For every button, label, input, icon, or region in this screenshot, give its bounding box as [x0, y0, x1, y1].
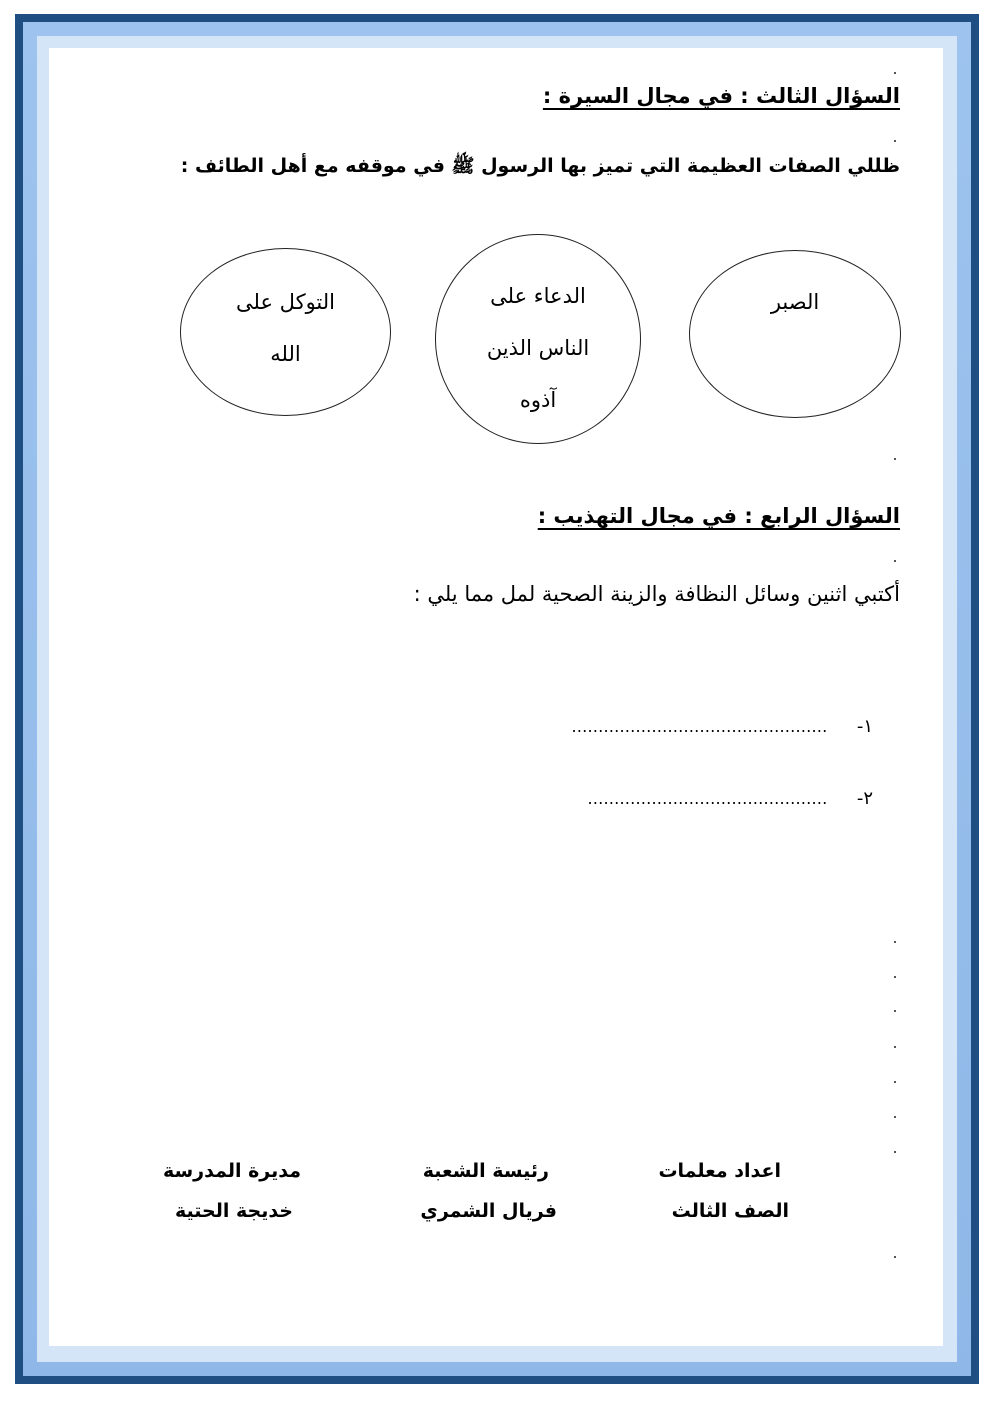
answer-number: ٢- — [856, 788, 873, 809]
q4-heading: السؤال الرابع : في مجال التهذيب : — [537, 504, 900, 528]
scan-mark — [894, 1256, 896, 1258]
scan-mark — [894, 1116, 896, 1118]
section-head-name: فريال الشمري — [420, 1200, 557, 1222]
answer-dots: ………………………………………… — [571, 717, 828, 736]
trait-circle-sabr-text — [689, 276, 901, 328]
scan-mark — [894, 1081, 896, 1083]
answer-dots: ……………………………………… — [587, 789, 828, 808]
prepared-by-title: اعداد معلمات — [658, 1160, 781, 1182]
scan-mark — [894, 941, 896, 943]
trait-line: الدعاء على — [490, 284, 586, 308]
principal-title: مديرة المدرسة — [162, 1160, 301, 1182]
principal-name: خديجة الحتية — [174, 1200, 293, 1222]
q3-heading: السؤال الثالث : في مجال السيرة : — [542, 84, 900, 108]
trait-line: آذوه — [519, 388, 557, 412]
scan-mark — [894, 1010, 896, 1012]
trait-line: الناس الذين — [486, 336, 590, 360]
prepared-by-name: الصف الثالث — [671, 1200, 789, 1222]
q4-instruction: أكتبي اثنين وسائل النظافة والزينة الصحية لمل مما يلي : — [413, 582, 900, 606]
scan-mark — [894, 140, 896, 142]
section-head-title: رئيسة الشعبة — [422, 1160, 549, 1182]
trait-line: الصبر — [770, 290, 820, 314]
scan-mark — [894, 1046, 896, 1048]
answer-line-2[interactable] — [587, 788, 873, 809]
q3-instruction: ظللي الصفات العظيمة التي تميز بها الرسول ﷺ في موقفه مع أهل الطائف : — [180, 155, 900, 177]
trait-line: التوكل على — [236, 290, 335, 314]
trait-circle-tawakkul-text — [180, 276, 391, 380]
scan-mark — [894, 560, 896, 562]
answer-number: ١- — [856, 716, 873, 737]
trait-line: الله — [270, 342, 301, 366]
scan-mark — [894, 976, 896, 978]
answer-line-1[interactable] — [571, 716, 873, 737]
trait-circle-dua-text — [435, 270, 641, 426]
scan-mark — [894, 1151, 896, 1153]
scan-mark — [894, 72, 896, 74]
scan-mark — [894, 458, 896, 460]
worksheet-page — [49, 48, 943, 1346]
